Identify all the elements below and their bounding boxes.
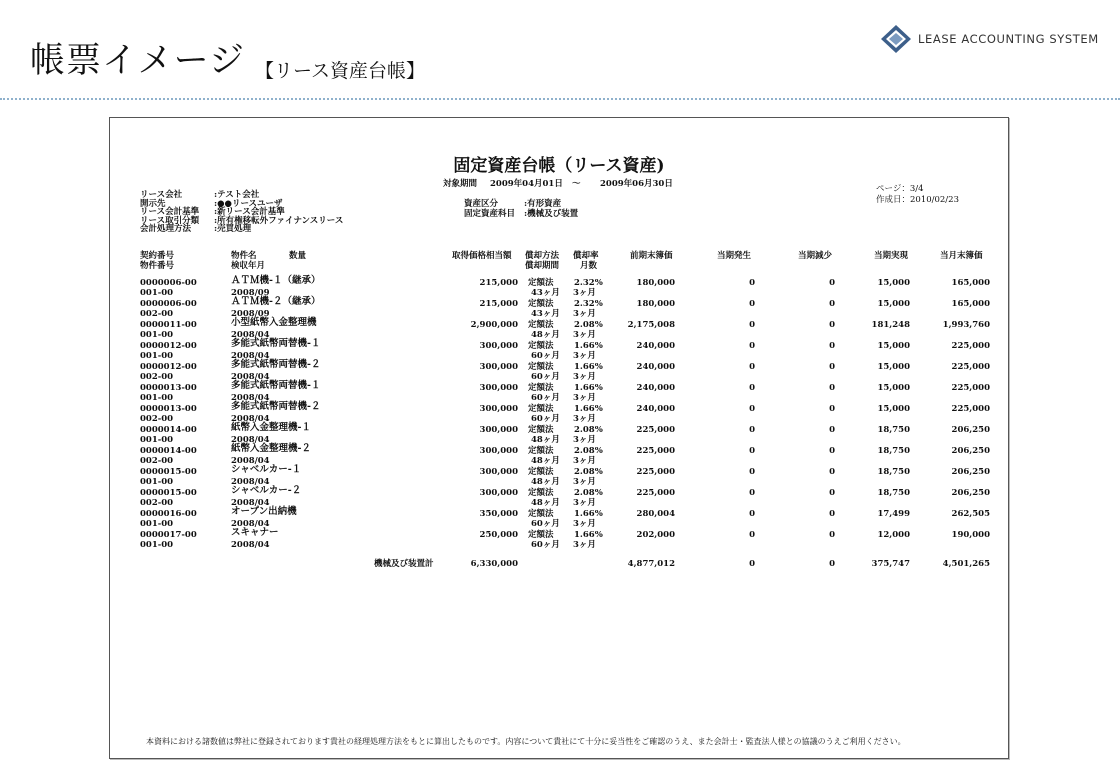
- contract-number: 0000014-00: [140, 425, 197, 435]
- prev-book-value: 240,000: [636, 341, 675, 351]
- created-date: 作成日：2010/02/23: [876, 195, 959, 205]
- month-end-book-value: 165,000: [951, 278, 990, 288]
- item-number: 001-00: [140, 330, 174, 340]
- contract-number: 0000012-00: [140, 341, 197, 351]
- inspect-date: 2008/04: [231, 519, 270, 529]
- increase: 0: [749, 320, 755, 330]
- increase: 0: [749, 383, 755, 393]
- decrease: 0: [829, 278, 835, 288]
- dep-rate: 2.08%: [574, 320, 603, 330]
- page-subtitle: 【リース資産台帳】: [255, 60, 426, 82]
- logo: [880, 24, 1099, 54]
- current-amount: 18,750: [877, 467, 910, 477]
- info-value: :テスト会社: [214, 190, 260, 200]
- prev-book-value: 240,000: [636, 383, 675, 393]
- acquisition-cost: 300,000: [479, 341, 518, 351]
- divider: [0, 98, 1120, 100]
- header-month-end: 当月末簿価: [940, 251, 983, 261]
- decrease: 0: [829, 383, 835, 393]
- item-number: 002-00: [140, 498, 174, 508]
- dep-rate: 2.32%: [574, 278, 603, 288]
- dep-period: 60ヶ月: [531, 414, 560, 424]
- current-amount: 18,750: [877, 446, 910, 456]
- current-amount: 15,000: [877, 341, 910, 351]
- prev-book-value: 180,000: [636, 299, 675, 309]
- prev-book-value: 225,000: [636, 467, 675, 477]
- item-number: 001-00: [140, 351, 174, 361]
- decrease: 0: [829, 320, 835, 330]
- months: 3ヶ月: [573, 435, 596, 445]
- current-amount: 181,248: [871, 320, 910, 330]
- contract-number: 0000013-00: [140, 383, 197, 393]
- dep-method: 定額法: [528, 278, 554, 288]
- total-month-end: 4,501,265: [942, 559, 990, 569]
- prev-book-value: 180,000: [636, 278, 675, 288]
- dep-period: 60ヶ月: [531, 519, 560, 529]
- inspect-date: 2008/04: [231, 330, 270, 340]
- dep-rate: 2.08%: [574, 425, 603, 435]
- dep-method: 定額法: [528, 299, 554, 309]
- months: 3ヶ月: [573, 540, 596, 550]
- prev-book-value: 225,000: [636, 488, 675, 498]
- item-name: シャベルカー-１: [231, 464, 302, 475]
- dep-period: 43ヶ月: [531, 288, 560, 298]
- info-value: :売買処理: [214, 224, 252, 234]
- dep-method: 定額法: [528, 488, 554, 498]
- months: 3ヶ月: [573, 330, 596, 340]
- month-end-book-value: 225,000: [951, 362, 990, 372]
- logo-text: LEASE ACCOUNTING SYSTEM: [918, 32, 1099, 46]
- current-amount: 18,750: [877, 488, 910, 498]
- header-months: 月数: [580, 261, 598, 271]
- dep-method: 定額法: [528, 446, 554, 456]
- months: 3ヶ月: [573, 372, 596, 382]
- item-number: 001-00: [140, 393, 174, 403]
- month-end-book-value: 165,000: [951, 299, 990, 309]
- dep-rate: 2.08%: [574, 488, 603, 498]
- contract-number: 0000015-00: [140, 488, 197, 498]
- dep-period: 48ヶ月: [531, 435, 560, 445]
- current-amount: 17,499: [877, 509, 910, 519]
- item-number: 001-00: [140, 519, 174, 529]
- dep-period: 60ヶ月: [531, 393, 560, 403]
- month-end-book-value: 225,000: [951, 404, 990, 414]
- item-number: 002-00: [140, 456, 174, 466]
- item-number: 002-00: [140, 414, 174, 424]
- header-qty: 数量: [289, 251, 307, 261]
- item-name: スキャナー: [231, 527, 279, 538]
- inspect-date: 2008/09: [231, 288, 270, 298]
- info-value: :新リース会計基準: [214, 207, 285, 217]
- dep-method: 定額法: [528, 383, 554, 393]
- info-label: リース会社: [140, 190, 183, 200]
- dep-rate: 1.66%: [574, 383, 603, 393]
- month-end-book-value: 206,250: [951, 425, 990, 435]
- month-end-book-value: 206,250: [951, 446, 990, 456]
- months: 3ヶ月: [573, 498, 596, 508]
- disclaimer: 本資料における諸数値は弊社に登録されております貴社の経理処理方法をもとに算出したものです。内容について貴社にて十分に妥当性をご確認のうえ、また会計士・監査法人様との協議のうえご利用ください。: [146, 737, 906, 746]
- months: 3ヶ月: [573, 393, 596, 403]
- info-label: リース会計基準: [140, 207, 200, 217]
- increase: 0: [749, 509, 755, 519]
- asset-value: :有形資産: [524, 199, 562, 209]
- current-amount: 12,000: [877, 530, 910, 540]
- current-amount: 15,000: [877, 362, 910, 372]
- period-to: 2009年06月30日: [600, 179, 673, 189]
- item-name: 小型紙幣入金整理機: [231, 317, 317, 328]
- months: 3ヶ月: [573, 288, 596, 298]
- dep-rate: 1.66%: [574, 404, 603, 414]
- acquisition-cost: 300,000: [479, 404, 518, 414]
- header-dep-rate: 償却率: [573, 251, 599, 261]
- dep-rate: 1.66%: [574, 530, 603, 540]
- acquisition-cost: 300,000: [479, 362, 518, 372]
- months: 3ヶ月: [573, 519, 596, 529]
- dep-period: 48ヶ月: [531, 498, 560, 508]
- item-number: 001-00: [140, 435, 174, 445]
- period-from: 2009年04月01日: [490, 179, 563, 189]
- inspect-date: 2008/04: [231, 435, 270, 445]
- diamond-logo-icon: [880, 24, 912, 54]
- contract-number: 0000006-00: [140, 278, 197, 288]
- dep-rate: 1.66%: [574, 341, 603, 351]
- increase: 0: [749, 341, 755, 351]
- months: 3ヶ月: [573, 414, 596, 424]
- decrease: 0: [829, 404, 835, 414]
- total-increase: 0: [749, 559, 755, 569]
- total-cost: 6,330,000: [470, 559, 518, 569]
- prev-book-value: 280,004: [636, 509, 675, 519]
- month-end-book-value: 225,000: [951, 341, 990, 351]
- dep-method: 定額法: [528, 467, 554, 477]
- month-end-book-value: 225,000: [951, 383, 990, 393]
- month-end-book-value: 206,250: [951, 488, 990, 498]
- header-dep-period: 償却期間: [525, 261, 560, 271]
- decrease: 0: [829, 446, 835, 456]
- decrease: 0: [829, 362, 835, 372]
- contract-number: 0000017-00: [140, 530, 197, 540]
- inspect-date: 2008/04: [231, 498, 270, 508]
- decrease: 0: [829, 341, 835, 351]
- dep-method: 定額法: [528, 320, 554, 330]
- inspect-date: 2008/04: [231, 414, 270, 424]
- current-amount: 15,000: [877, 299, 910, 309]
- total-label: 機械及び装置計: [374, 559, 434, 569]
- header-dep-method: 償却方法: [525, 251, 560, 261]
- period-label: 対象期間: [443, 179, 478, 189]
- contract-number: 0000013-00: [140, 404, 197, 414]
- acquisition-cost: 300,000: [479, 425, 518, 435]
- dep-method: 定額法: [528, 530, 554, 540]
- decrease: 0: [829, 467, 835, 477]
- prev-book-value: 225,000: [636, 446, 675, 456]
- item-name: シャベルカー-２: [231, 485, 302, 496]
- dep-rate: 1.66%: [574, 509, 603, 519]
- info-label: 開示先: [140, 198, 166, 209]
- decrease: 0: [829, 299, 835, 309]
- increase: 0: [749, 278, 755, 288]
- header-current: 当期実現: [874, 251, 909, 261]
- info-label: 会計処理方法: [140, 224, 192, 234]
- acquisition-cost: 300,000: [479, 446, 518, 456]
- acquisition-cost: 250,000: [479, 530, 518, 540]
- header-contract-no: 契約番号: [140, 251, 175, 261]
- acquisition-cost: 300,000: [479, 467, 518, 477]
- increase: 0: [749, 299, 755, 309]
- item-name: 多能式紙幣両替機-１: [231, 380, 321, 391]
- inspect-date: 2008/04: [231, 351, 270, 361]
- asset-label: 固定資産科目: [464, 209, 516, 219]
- dep-method: 定額法: [528, 404, 554, 414]
- current-amount: 15,000: [877, 404, 910, 414]
- item-name: オープン出納機: [231, 506, 297, 517]
- dep-period: 43ヶ月: [531, 309, 560, 319]
- dep-period: 48ヶ月: [531, 330, 560, 340]
- inspect-date: 2008/04: [231, 540, 270, 550]
- current-amount: 15,000: [877, 278, 910, 288]
- contract-number: 0000014-00: [140, 446, 197, 456]
- dep-rate: 2.08%: [574, 467, 603, 477]
- total-current: 375,747: [871, 559, 910, 569]
- item-name: ＡＴＭ機-１（継承）: [231, 275, 321, 286]
- month-end-book-value: 206,250: [951, 467, 990, 477]
- header-increase: 当期発生: [717, 251, 752, 261]
- month-end-book-value: 262,505: [951, 509, 990, 519]
- dep-period: 60ヶ月: [531, 372, 560, 382]
- item-name: 多能式紙幣両替機-２: [231, 359, 321, 370]
- decrease: 0: [829, 488, 835, 498]
- item-name: ＡＴＭ機-２（継承）: [231, 296, 321, 307]
- prev-book-value: 240,000: [636, 362, 675, 372]
- prev-book-value: 240,000: [636, 404, 675, 414]
- period-tilde: ～: [572, 179, 581, 189]
- item-name: 紙幣入金整理機-１: [231, 422, 311, 433]
- increase: 0: [749, 362, 755, 372]
- decrease: 0: [829, 530, 835, 540]
- dep-period: 48ヶ月: [531, 456, 560, 466]
- inspect-date: 2008/04: [231, 372, 270, 382]
- contract-number: 0000015-00: [140, 467, 197, 477]
- dep-rate: 2.32%: [574, 299, 603, 309]
- item-number: 001-00: [140, 477, 174, 487]
- inspect-date: 2008/09: [231, 309, 270, 319]
- item-number: 002-00: [140, 372, 174, 382]
- increase: 0: [749, 446, 755, 456]
- inspect-date: 2008/04: [231, 393, 270, 403]
- info-value: :●●リースユーザ: [214, 198, 283, 209]
- decrease: 0: [829, 509, 835, 519]
- dep-period: 60ヶ月: [531, 351, 560, 361]
- dep-period: 60ヶ月: [531, 540, 560, 550]
- increase: 0: [749, 488, 755, 498]
- header-item-name: 物件名: [231, 251, 257, 261]
- increase: 0: [749, 404, 755, 414]
- dep-method: 定額法: [528, 509, 554, 519]
- acquisition-cost: 2,900,000: [470, 320, 518, 330]
- current-amount: 15,000: [877, 383, 910, 393]
- month-end-book-value: 190,000: [951, 530, 990, 540]
- dep-period: 48ヶ月: [531, 477, 560, 487]
- months: 3ヶ月: [573, 309, 596, 319]
- report-sheet: [109, 117, 1009, 759]
- item-name: 紙幣入金整理機-２: [231, 443, 311, 454]
- inspect-date: 2008/04: [231, 456, 270, 466]
- dep-rate: 1.66%: [574, 362, 603, 372]
- dep-method: 定額法: [528, 425, 554, 435]
- page-number: ページ：3/4: [876, 184, 924, 194]
- months: 3ヶ月: [573, 456, 596, 466]
- header-decrease: 当期減少: [798, 251, 833, 261]
- contract-number: 0000016-00: [140, 509, 197, 519]
- item-name: 多能式紙幣両替機-１: [231, 338, 321, 349]
- item-name: 多能式紙幣両替機-２: [231, 401, 321, 412]
- total-prev-book: 4,877,012: [627, 559, 675, 569]
- info-value: :所有権移転外ファイナンスリース: [214, 215, 344, 226]
- info-label: リース取引分類: [140, 215, 200, 226]
- prev-book-value: 2,175,008: [627, 320, 675, 330]
- acquisition-cost: 215,000: [479, 299, 518, 309]
- item-number: 001-00: [140, 540, 174, 550]
- acquisition-cost: 300,000: [479, 383, 518, 393]
- asset-value: :機械及び装置: [524, 209, 579, 219]
- inspect-date: 2008/04: [231, 477, 270, 487]
- month-end-book-value: 1,993,760: [942, 320, 990, 330]
- item-number: 001-00: [140, 288, 174, 298]
- increase: 0: [749, 467, 755, 477]
- header-prev-book: 前期末簿価: [630, 251, 673, 261]
- contract-number: 0000011-00: [140, 320, 197, 330]
- dep-method: 定額法: [528, 341, 554, 351]
- decrease: 0: [829, 425, 835, 435]
- page-title: 帳票イメージ: [30, 41, 245, 81]
- header-inspect-date: 検収年月: [231, 261, 266, 271]
- current-amount: 18,750: [877, 425, 910, 435]
- increase: 0: [749, 530, 755, 540]
- acquisition-cost: 215,000: [479, 278, 518, 288]
- asset-label: 資産区分: [464, 199, 499, 209]
- months: 3ヶ月: [573, 477, 596, 487]
- report-title: 固定資産台帳（リース資産): [453, 156, 665, 176]
- total-decrease: 0: [829, 559, 835, 569]
- contract-number: 0000006-00: [140, 299, 197, 309]
- dep-rate: 2.08%: [574, 446, 603, 456]
- acquisition-cost: 350,000: [479, 509, 518, 519]
- increase: 0: [749, 425, 755, 435]
- prev-book-value: 225,000: [636, 425, 675, 435]
- dep-method: 定額法: [528, 362, 554, 372]
- header-item-no: 物件番号: [140, 261, 175, 271]
- months: 3ヶ月: [573, 351, 596, 361]
- header-cost: 取得価格相当額: [452, 251, 512, 261]
- item-number: 002-00: [140, 309, 174, 319]
- contract-number: 0000012-00: [140, 362, 197, 372]
- prev-book-value: 202,000: [636, 530, 675, 540]
- acquisition-cost: 300,000: [479, 488, 518, 498]
